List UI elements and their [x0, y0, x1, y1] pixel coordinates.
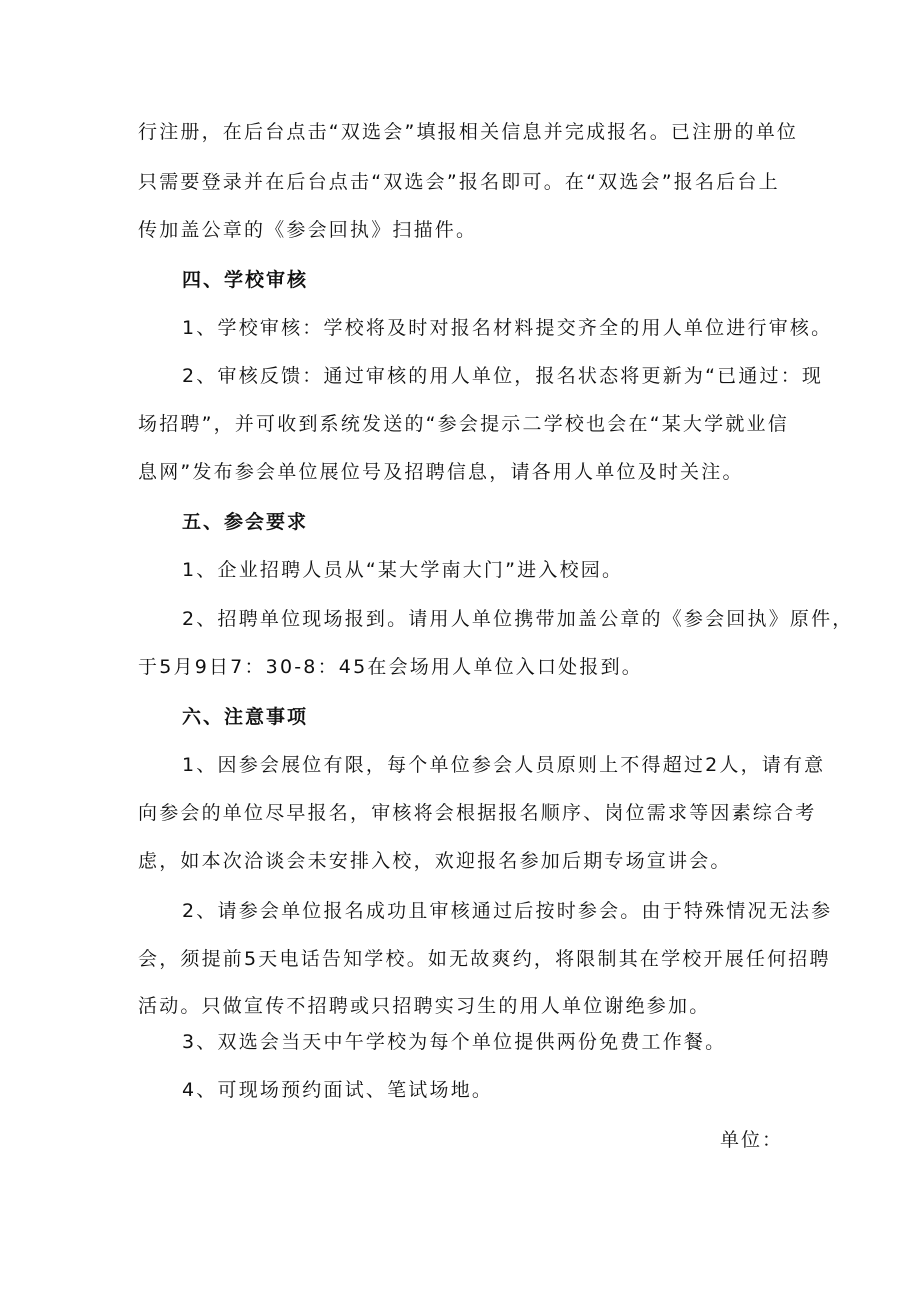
paragraph-line: 只需要登录并在后台点击“双选会”报名即可。在“双选会”报名后台上	[138, 171, 780, 193]
list-item-continuation: 会，须提前5天电话告知学校。如无故爽约，将限制其在学校开展任何招聘	[138, 948, 831, 970]
paragraph-line: 行注册，在后台点击“双选会”填报相关信息并完成报名。已注册的单位	[138, 121, 799, 143]
list-item: 2、审核反馈：通过审核的用人单位，报名状态将更新为“已通过：现	[182, 365, 824, 387]
paragraph-line: 传加盖公章的《参会回执》扫描件。	[138, 219, 478, 241]
signature-label: 单位：	[720, 1129, 784, 1151]
list-item: 1、学校审核：学校将及时对报名材料提交齐全的用人单位进行审核。	[182, 317, 833, 339]
list-item-continuation: 息网”发布参会单位展位号及招聘信息，请各用人单位及时关注。	[138, 461, 744, 483]
section-heading-attendance-requirements: 五、参会要求	[182, 511, 309, 533]
list-item: 3、双选会当天中午学校为每个单位提供两份免费工作餐。	[182, 1031, 727, 1053]
list-item-continuation: 于5月9日7：30-8：45在会场用人单位入口处报到。	[138, 656, 643, 678]
list-item: 4、可现场预约面试、笔试场地。	[182, 1079, 494, 1101]
section-heading-notes: 六、注意事项	[182, 706, 309, 728]
section-heading-school-review: 四、学校审核	[182, 269, 309, 291]
list-item-continuation: 场招聘”，并可收到系统发送的“参会提示二学校也会在“某大学就业信	[138, 413, 789, 435]
list-item: 2、请参会单位报名成功且审核通过后按时参会。由于特殊情况无法参	[182, 900, 833, 922]
list-item-continuation: 向参会的单位尽早报名，审核将会根据报名顺序、岗位需求等因素综合考	[138, 802, 817, 824]
list-item-continuation: 活动。只做宣传不招聘或只招聘实习生的用人单位谢绝参加。	[138, 995, 711, 1017]
list-item: 1、因参会展位有限，每个单位参会人员原则上不得超过2人，请有意	[182, 754, 826, 776]
list-item-continuation: 虑，如本次洽谈会未安排入校，欢迎报名参加后期专场宣讲会。	[138, 850, 732, 872]
list-item: 2、招聘单位现场报到。请用人单位携带加盖公章的《参会回执》原件，	[182, 608, 854, 630]
list-item: 1、企业招聘人员从“某大学南大门”进入校园。	[182, 559, 624, 581]
